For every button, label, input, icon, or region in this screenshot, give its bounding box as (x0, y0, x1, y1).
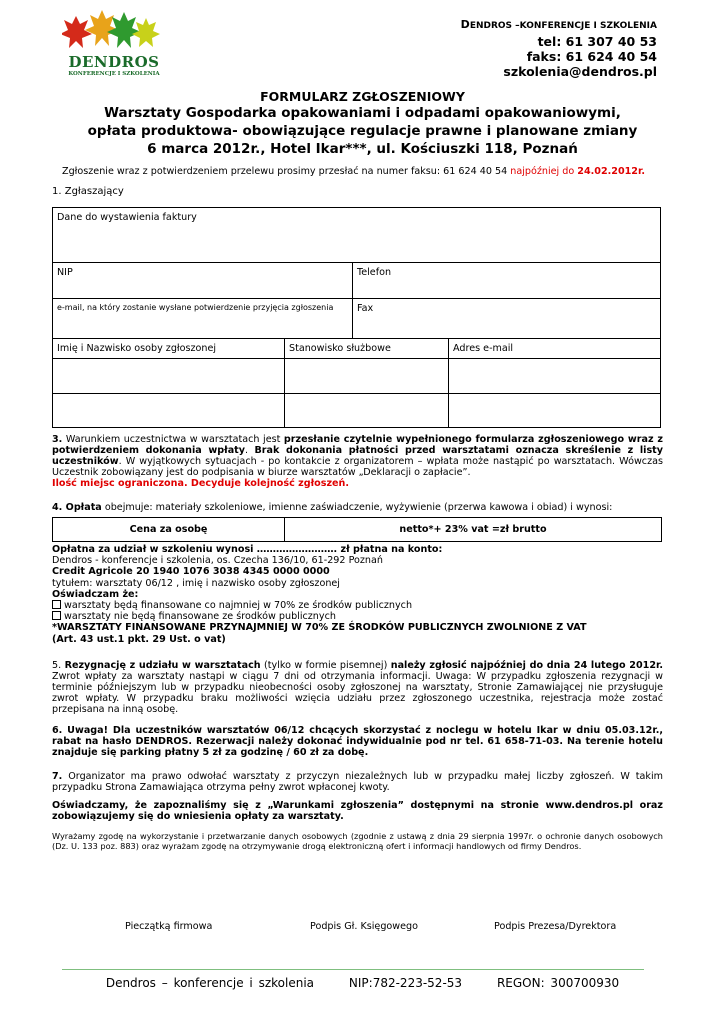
intro-text: Zgłoszenie wraz z potwierdzeniem przelewu prosimy przesłać na numer faksu: 61 624 40 54 najpóźniej do 24.02.2012r. (62, 166, 645, 177)
payment-title: tytułem: warsztaty 06/12 , imię i nazwisko osoby zgłoszonej (52, 577, 340, 589)
price-value[interactable]: netto*+ 23% vat =zł brutto (285, 518, 662, 542)
payment-recipient: Dendros - konferencje i szkolenia, os. Czecha 136/10, 61-292 Poznań (52, 555, 383, 567)
applicant-form (52, 207, 661, 428)
form-title: FORMULARZ ZGŁOSZENIOWY (260, 89, 465, 104)
logo-subtitle: KONFERENCJE I SZKOLENIA (68, 71, 160, 77)
position-header: Stanowisko służbowe (285, 339, 449, 359)
section-6: 6. Uwaga! Dla uczestników warsztatów 06/12 chcących skorzystać z noclegu w hotelu Ikar w dniu 05.03.12r., rabat na hasło DENDROS. Rezerwacji należy dokonać indywidualnie pod nr tel. 61 658-71-03. Na terenie hotelu znajduje się parking płatny 5 zł za godzinę / 60 zł za dobę. (52, 725, 663, 758)
phone-field[interactable]: Telefon (353, 263, 661, 299)
checkbox-public-funding[interactable] (52, 600, 61, 609)
option-no-public-funding[interactable]: warsztaty nie będą finansowane ze środków publicznych (52, 611, 663, 622)
signature-accountant: Podpis Gł. Księgowego (310, 921, 418, 932)
payment-info (52, 544, 663, 645)
logo-name: DENDROS (68, 53, 160, 71)
event-title (0, 104, 725, 158)
section-4: 4. Opłata obejmuje: materiały szkoleniowe, imienne zaświadczenie, wyżywienie (przerwa kawowa i obiad) i wynosi: (52, 502, 613, 513)
declaration: Oświadczamy, że zapoznaliśmy się z „Warunkami zgłoszenia” dostępnymi na stronie www.dendros.pl oraz zobowiązujemy się do wniesienia opłaty za warsztaty. (52, 800, 663, 822)
footer-regon: REGON: 300700930 (496, 976, 620, 990)
price-table (52, 517, 662, 542)
footer (0, 976, 725, 990)
position-input-2[interactable] (285, 394, 449, 428)
email-input-1[interactable] (449, 359, 661, 394)
nip-field[interactable]: NIP (53, 263, 353, 299)
contact-email[interactable]: szkolenia@dendros.pl (503, 64, 657, 79)
bank-account: Credit Agricole 20 1940 1076 3038 4345 0000 0000 (52, 566, 330, 578)
section-5: 5. Rezygnację z udziału w warsztatach (tylko w formie pisemnej) należy zgłosić najpóźniej do dnia 24 lutego 2012r. Zwrot wpłaty za warsztaty nastąpi w ciągu 7 dni od otrzymania informacji. Uwaga: W przypadku zgłoszenia rezygnacji w terminie późniejszym lub w przypadku nieobecności osoby zgłoszonej na warsztaty, Stronie Zamawiającej nie przysługuje zwrot wpłaty. W przypadku braku możliwości wzięcia udziału przez zgłoszonego uczestnika, rejestracja może zostać przepisana na inną osobę. (52, 660, 664, 715)
vat-note: *WARSZTATY FINANSOWANE PRZYNAJMNIEJ W 70% ZE ŚRODKÓW PUBLICZNYCH ZWOLNIONE Z VAT (52, 622, 587, 634)
checkbox-no-public-funding[interactable] (52, 611, 61, 620)
signature-director: Podpis Prezesa/Dyrektora (494, 921, 617, 932)
footer-nip: NIP:782-223-52-53 (348, 976, 463, 990)
name-header: Imię i Nazwisko osoby zgłoszonej (53, 339, 285, 359)
price-label: Cena za osobę (53, 518, 285, 542)
payment-amount: Opłatna za udział w szkoleniu wynosi ……………………. zł płatna na konto: (52, 544, 443, 555)
footer-company: Dendros – konferencje i szkolenia (105, 976, 315, 990)
event-title-line1: Warsztaty Gospodarka opakowaniami i odpadami opakowaniowymi, (104, 105, 621, 121)
contact-block (461, 17, 657, 79)
name-input-2[interactable] (53, 394, 285, 428)
name-input-1[interactable] (53, 359, 285, 394)
email-header: Adres e-mail (449, 339, 661, 359)
position-input-1[interactable] (285, 359, 449, 394)
declare-label: Oświadczam że: (52, 588, 139, 600)
dendros-logo-leaves-icon (62, 8, 162, 54)
invoice-data-field[interactable]: Dane do wystawienia faktury (53, 208, 661, 263)
option-public-funding[interactable]: warsztaty będą finansowane co najmniej w 70% ze środków publicznych (52, 600, 663, 611)
email-input-2[interactable] (449, 394, 661, 428)
section-3: 3. Warunkiem uczestnictwa w warsztatach jest przesłanie czytelnie wypełnionego formularza zgłoszeniowego wraz z potwierdzeniem dokonania wpłaty. Brak dokonania płatności przed warsztatami oznacza skreślenie z listy uczestników. W wyjątkowych sytuacjach - po kontakcie z organizatorem – wpłata może nastąpić po warsztatach. Wówczas Uczestnik zobowiązany jest do podpisania w biurze warsztatów „Deklaracji o zapłacie”. Ilość miejsc ograniczona. Decyduje kolejność zgłoszeń. (52, 434, 663, 489)
event-title-line2: opłata produktowa- obowiązujące regulacje prawne i planowane zmiany (87, 123, 638, 139)
section-7: 7. Organizator ma prawo odwołać warsztaty z przyczyn niezależnych lub w przypadku małej liczby zgłoszeń. W takim przypadku Strona Zamawiająca otrzyma pełny zwrot wpłaconej kwoty. (52, 771, 663, 793)
section-1-label: 1. Zgłaszający (52, 186, 124, 197)
footer-divider (62, 969, 644, 970)
fax-field[interactable]: Fax (353, 299, 661, 339)
confirm-email-field[interactable]: e-mail, na który zostanie wysłane potwierdzenie przyjęcia zgłoszenia (53, 299, 353, 339)
contact-fax: faks: 61 624 40 54 (526, 49, 657, 64)
data-consent: Wyrażamy zgodę na wykorzystanie i przetwarzanie danych osobowych (zgodnie z ustawą z dnia 29 sierpnia 1997r. o ochronie danych osobowych (Dz. U. 133 poz. 883) oraz wyrażam zgodę na otrzymywanie drogą elektroniczną ofert i informacji handlowych od firmy Dendros. (52, 831, 663, 851)
signature-stamp: Pieczątką firmowa (125, 921, 213, 932)
contact-company: DENDROS –KONFERENCJE I SZKOLENIA (460, 18, 657, 31)
limited-seats-note: Ilość miejsc ograniczona. Decyduje kolejność zgłoszeń. (52, 478, 350, 489)
event-title-line3: 6 marca 2012r., Hotel Ikar***, ul. Kościuszki 118, Poznań (147, 141, 578, 157)
contact-tel: tel: 61 307 40 53 (537, 34, 657, 49)
vat-note-article: (Art. 43 ust.1 pkt. 29 Ust. o vat) (52, 633, 226, 645)
